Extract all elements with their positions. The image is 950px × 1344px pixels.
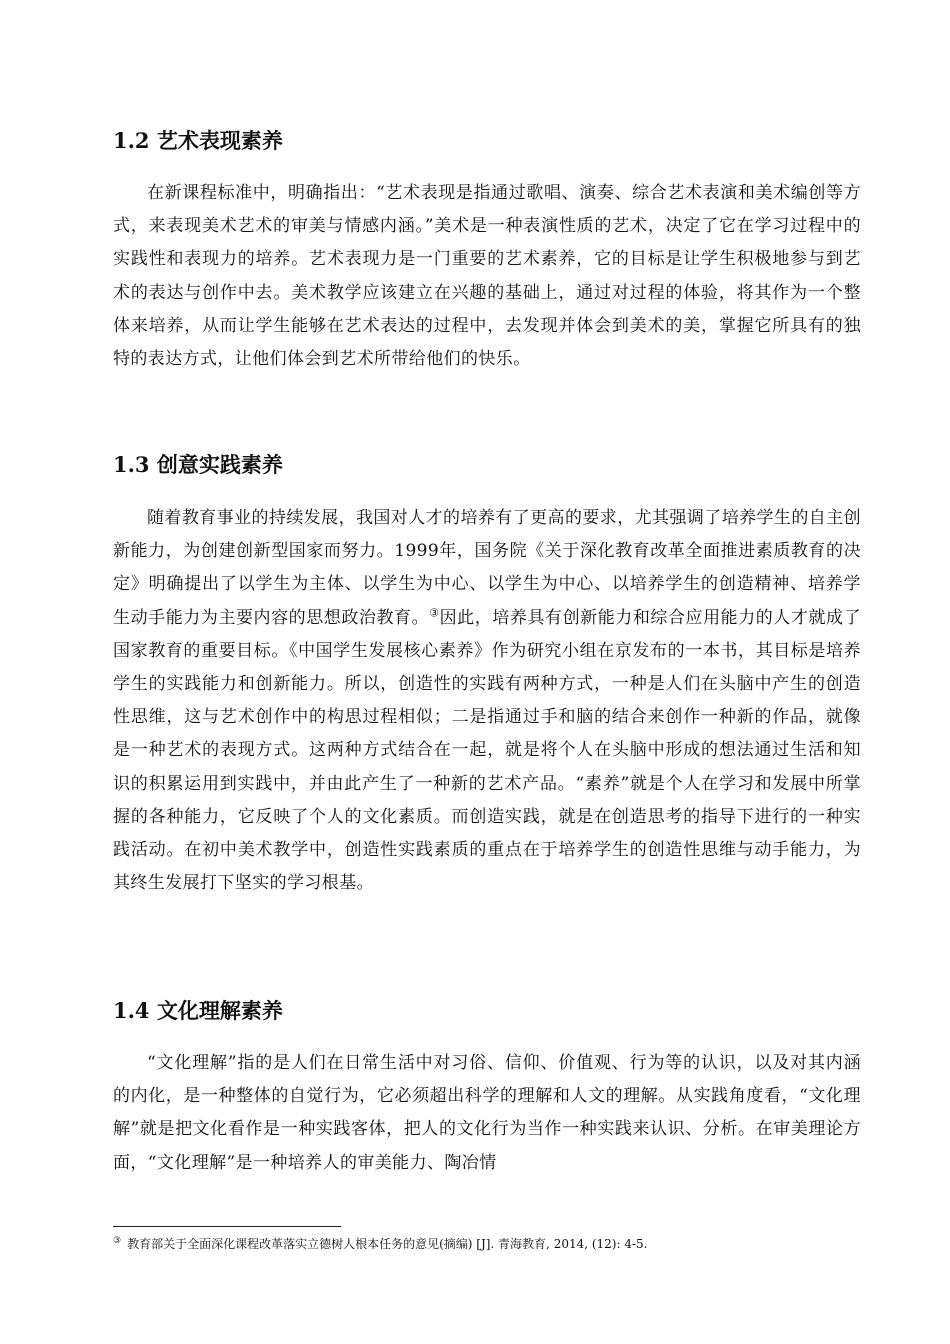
- section-heading-1-2: 1.2 艺术表现素养: [113, 128, 283, 153]
- section-paragraph-1-3: [113, 502, 861, 900]
- paragraph-text-before-ref: 随着教育事业的持续发展，我国对人才的培养有了更高的要求，尤其强调了培养学生的自主创新能力，为创建创新型国家而努力。1999年，国务院《关于深化教育改革全面推进素质教育的决定》明确提出了以学生为主体、以学生为中心、以学生为中心、以培养学生的创造精神、培养学生动手能力为主要内容的思想政治教育。: [113, 508, 861, 628]
- paragraph-text-after-ref: 因此，培养具有创新能力和综合应用能力的人才就成了国家教育的重要目标。《中国学生发展核心素养》作为研究小组在京发布的一本书，其目标是培养学生的实践能力和创新能力。所以，创造性的实践有两种方式，一种是人们在头脑中产生的创造性思维，这与艺术创作中的构思过程相似；二是指通过手和脑的结合来创作一种新的作品，就像是一种艺术的表现方式。这两种方式结合在一起，就是将个人在头脑中形成的想法通过生活和知识的积累运用到实践中，并由此产生了一种新的艺术产品。“素养”就是个人在学习和发展中所掌握的各种能力，它反映了个人的文化素质。而创造实践，就是在创造思考的指导下进行的一种实践活动。在初中美术教学中，创造性实践素质的重点在于培养学生的创造性思维与动手能力，为其终生发展打下坚实的学习根基。: [113, 607, 861, 894]
- footnote: [113, 1234, 861, 1254]
- footnote-mark: ③: [113, 1236, 122, 1246]
- footnote-text: 教育部关于全面深化课程改革落实立德树人根本任务的意见(摘编) [J]. 青海教育, 2014, (12): 4-5.: [127, 1237, 648, 1251]
- footnote-reference: ③: [429, 605, 440, 619]
- section-paragraph-1-4: “文化理解”指的是人们在日常生活中对习俗、信仰、价值观、行为等的认识，以及对其内涵的内化，是一种整体的自觉行为，它必须超出科学的理解和人文的理解。从实践角度看，“文化理解”就是把文化看作是一种实践客体，把人的文化行为当作一种实践来认识、分析。在审美理论方面，“文化理解”是一种培养人的审美能力、陶冶情: [113, 1053, 861, 1173]
- section-heading-1-4: 1.4 文化理解素养: [113, 998, 283, 1023]
- section-paragraph-1-2: 在新课程标准中，明确指出：“艺术表现是指通过歌唱、演奏、综合艺术表演和美术编创等方式，来表现美术艺术的审美与情感内涵。”美术是一种表演性质的艺术，决定了它在学习过程中的实践性和表现力的培养。艺术表现力是一门重要的艺术素养，它的目标是让学生积极地参与到艺术的表达与创作中去。美术教学应该建立在兴趣的基础上，通过对过程的体验，将其作为一个整体来培养，从而让学生能够在艺术表达的过程中，去发现并体会到美术的美，掌握它所具有的独特的表达方式，让他们体会到艺术所带给他们的快乐。: [113, 183, 861, 370]
- footnote-divider: [113, 1226, 341, 1227]
- section-heading-1-3: 1.3 创意实践素养: [113, 452, 283, 477]
